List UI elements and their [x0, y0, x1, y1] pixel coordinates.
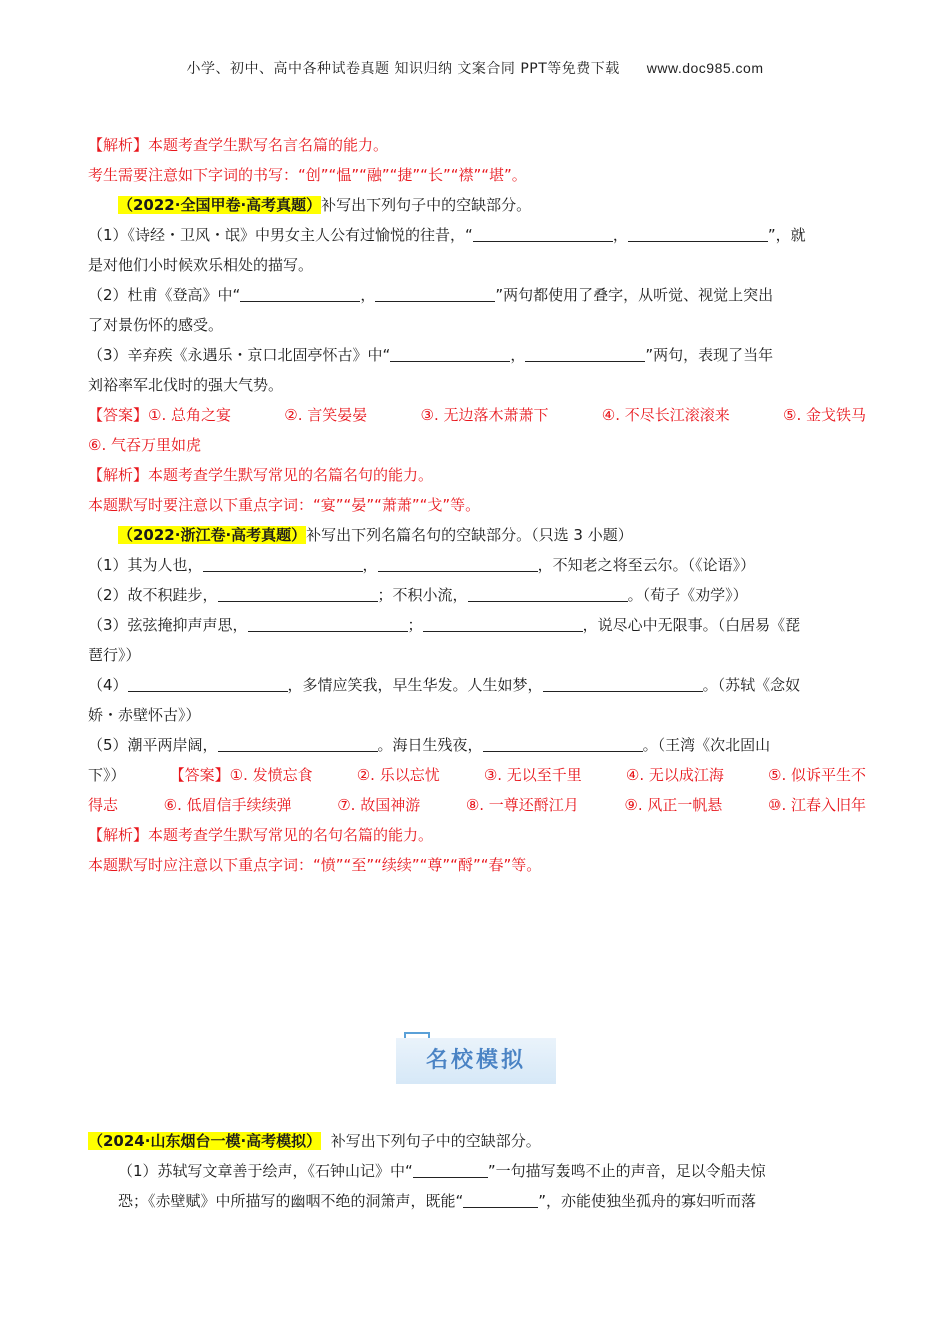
text: 。海日生残夜，	[377, 736, 483, 754]
text: ，	[510, 346, 526, 364]
text: （5）潮平两岸阔，	[88, 736, 218, 754]
sub-question-3-cont: 刘裕率军北伐时的强大气势。	[88, 376, 284, 394]
answer-blank[interactable]	[240, 283, 360, 302]
text: 。（苏轼《念奴	[702, 676, 801, 694]
question-2024-yantai	[88, 1126, 866, 1156]
answer-blank[interactable]	[218, 583, 378, 602]
text: ，说尽心中无限事。（白居易《琵	[582, 616, 801, 634]
text: 。（王湾《次北固山	[642, 736, 771, 754]
question-prompt: 补写出下列句子中的空缺部分。	[321, 196, 532, 214]
answer-item: ⑤. 金戈铁马	[783, 406, 866, 424]
question-2022-jia	[88, 190, 866, 220]
note-2: 本题默写时要注意以下重点字词：“宴”“晏”“萧萧”“戈”等。	[88, 496, 481, 514]
answer-item: ③. 无边落木萧萧下	[420, 406, 549, 424]
sub-question-3-cont: 琶行》）	[88, 646, 141, 664]
mock-question-block	[88, 1126, 866, 1216]
answer-item: 【答案】①. 发愤忘食	[169, 766, 313, 784]
analysis-2: 【解析】本题考查学生默写常见的名篇名句的能力。	[88, 466, 434, 484]
answer-blank[interactable]	[423, 613, 583, 632]
text: （2）故不积跬步，	[88, 586, 218, 604]
main-content	[88, 130, 866, 880]
text: 恐；《赤壁赋》中所描写的幽咽不绝的洞箫声，既能“	[118, 1192, 464, 1210]
header-url[interactable]: www.doc985.com	[646, 60, 764, 76]
text: （3）弦弦掩抑声声思，	[88, 616, 248, 634]
sub-question-4-cont: 娇・赤壁怀古》）	[88, 706, 201, 724]
text: ”一句描写轰鸣不止的声音，足以令船夫惊	[487, 1162, 766, 1180]
text: （2）杜甫《登高》中“	[88, 286, 241, 304]
header-text: 小学、初中、高中各种试卷真题 知识归纳 文案合同 PPT等免费下载	[186, 61, 620, 77]
sub-question-5	[88, 730, 866, 760]
sub-question-3	[88, 610, 866, 640]
text: ，不知老之将至云尔。（《论语》）	[537, 556, 756, 574]
source-tag: （2022·全国甲卷·高考真题）	[118, 196, 322, 214]
sub-question-3	[88, 340, 866, 370]
answer-blank[interactable]	[525, 343, 645, 362]
sub-question-1-cont: 是对他们小时候欢乐相处的描写。	[88, 256, 314, 274]
sub-question-4	[88, 670, 866, 700]
section-heading	[396, 1032, 556, 1084]
sub-question-1-cont	[88, 1186, 866, 1216]
answer-item: 得志	[88, 796, 119, 814]
answer-item-last: ⑥. 气吞万里如虎	[88, 436, 201, 454]
text: ”两句，表现了当年	[645, 346, 774, 364]
page-header	[0, 58, 950, 78]
analysis-1: 【解析】本题考查学生默写名言名篇的能力。	[88, 136, 389, 154]
text: ，	[360, 286, 376, 304]
answer-item: ⑨. 风正一帆悬	[624, 796, 723, 814]
question-2022-zhejiang	[88, 520, 866, 550]
answer-blank[interactable]	[378, 553, 538, 572]
answer-item: ⑦. 故国神游	[337, 796, 421, 814]
answer-item: ⑧. 一尊还酹江月	[465, 796, 579, 814]
analysis-3: 【解析】本题考查学生默写常见的名句名篇的能力。	[88, 826, 434, 844]
question-prompt: 补写出下列名篇名句的空缺部分。（只选 3 小题）	[306, 526, 633, 544]
answer-blank[interactable]	[463, 1189, 538, 1208]
text: （1）《诗经・卫风・氓》中男女主人公有过愉悦的往昔，“	[88, 226, 473, 244]
answer-item: ④. 无以成江海	[625, 766, 724, 784]
answers-row-2	[88, 790, 866, 820]
answer-item: ②. 言笑晏晏	[284, 406, 368, 424]
answer-blank[interactable]	[413, 1159, 488, 1178]
note-1: 考生需要注意如下字词的书写：“创”“愠”“融”“捷”“长”“襟”“堪”。	[88, 166, 527, 184]
answer-blank[interactable]	[473, 223, 613, 242]
answers-row-1	[88, 760, 866, 790]
source-tag: （2022·浙江卷·高考真题）	[118, 526, 307, 544]
answer-item: ④. 不尽长江滚滚来	[601, 406, 730, 424]
text: ，	[362, 556, 378, 574]
text: ；不积小流，	[377, 586, 468, 604]
answer-blank[interactable]	[468, 583, 628, 602]
source-tag: （2024·山东烟台一模·高考模拟）	[88, 1132, 322, 1150]
answers-row	[88, 400, 866, 430]
answer-item: ⑩. 江春入旧年	[768, 796, 866, 814]
text: 下》）	[88, 766, 126, 784]
answer-blank[interactable]	[483, 733, 643, 752]
answer-item: 【答案】①. 总角之宴	[88, 406, 231, 424]
answer-blank[interactable]	[375, 283, 495, 302]
answer-item: ⑥. 低眉信手续续弹	[163, 796, 292, 814]
answer-blank[interactable]	[390, 343, 510, 362]
note-3: 本题默写时应注意以下重点字词：“愤”“至”“续续”“尊”“酹”“春”等。	[88, 856, 542, 874]
text: ”，就	[767, 226, 806, 244]
text: ，多情应笑我，早生华发。人生如梦，	[287, 676, 543, 694]
answer-blank[interactable]	[203, 553, 363, 572]
text: （1）苏轼写文章善于绘声，《石钟山记》中“	[118, 1162, 413, 1180]
answer-item: ②. 乐以忘忧	[356, 766, 440, 784]
answer-blank[interactable]	[128, 673, 288, 692]
answer-blank[interactable]	[628, 223, 768, 242]
sub-question-1	[88, 220, 866, 250]
text: ”，亦能使独坐孤舟的寡妇听而落	[538, 1192, 757, 1210]
question-prompt: 补写出下列句子中的空缺部分。	[330, 1132, 541, 1150]
answer-blank[interactable]	[218, 733, 378, 752]
text: （3）辛弃疾《永遇乐・京口北固亭怀古》中“	[88, 346, 391, 364]
sub-question-1	[88, 550, 866, 580]
sub-question-2	[88, 580, 866, 610]
answer-blank[interactable]	[248, 613, 408, 632]
section-title: 名校模拟	[425, 1048, 526, 1073]
text: ；	[407, 616, 423, 634]
sub-question-1	[88, 1156, 866, 1186]
text: ”两句都使用了叠字，从听觉、视觉上突出	[495, 286, 774, 304]
answer-item: ⑤. 似诉平生不	[768, 766, 866, 784]
text: （1）其为人也，	[88, 556, 203, 574]
answer-blank[interactable]	[543, 673, 703, 692]
text: 。（荀子《劝学》）	[627, 586, 748, 604]
sub-question-2-cont: 了对景伤怀的感受。	[88, 316, 224, 334]
sub-question-2	[88, 280, 866, 310]
answer-item: ③. 无以至千里	[483, 766, 582, 784]
text: （4）	[88, 676, 128, 694]
text: ，	[612, 226, 628, 244]
